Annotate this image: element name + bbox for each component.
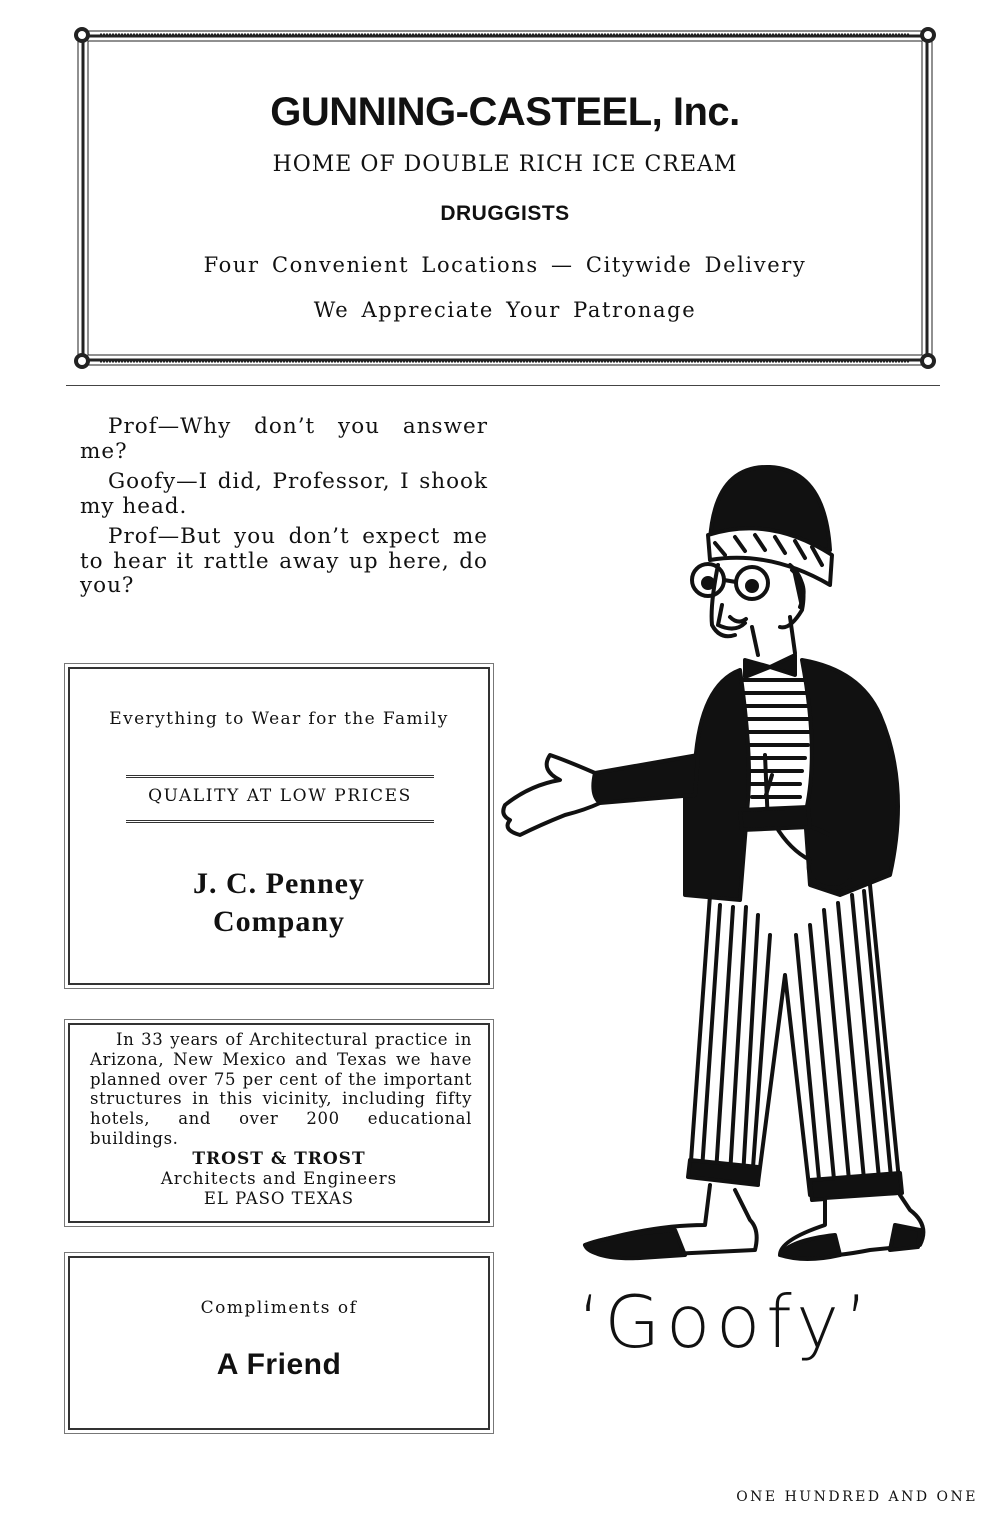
trost-body: In 33 years of Architectural practice in Arizona, New Mexico and Texas we have planned over 75 per cent of the important structures in this vicinity, including fifty hotels, and over 200 educational buildings. xyxy=(90,1030,472,1148)
penney-name xyxy=(70,865,488,941)
ad-title: GUNNING-CASTEEL, Inc. xyxy=(270,90,740,134)
penney-line1: Everything to Wear for the Family xyxy=(109,709,449,729)
trost-name: TROST & TROST xyxy=(192,1149,366,1169)
penney-ad xyxy=(68,667,490,985)
trost-city: EL PASO TEXAS xyxy=(203,1189,355,1208)
penney-name-line1: J. C. Penney xyxy=(193,867,365,900)
penney-name-line2: Company xyxy=(212,905,346,938)
gunning-casteel-ad xyxy=(70,22,940,374)
ad-category: DRUGGISTS xyxy=(440,202,570,225)
section-divider xyxy=(66,385,940,386)
friend-line1: Compliments of xyxy=(200,1298,358,1318)
joke-line: Prof—Why don’t you answer me? xyxy=(80,414,488,464)
goofy-cartoon-illustration xyxy=(490,455,940,1275)
joke-line: Prof—But you don’t expect me to hear it rattle away up here, do you? xyxy=(80,524,488,598)
cartoon-caption: ‘Goofy’ xyxy=(578,1280,874,1364)
trost-ad xyxy=(68,1023,490,1223)
ad-appreciation: We Appreciate Your Patronage xyxy=(313,298,697,322)
penney-quality: QUALITY AT LOW PRICES xyxy=(126,775,434,823)
friend-name: A Friend xyxy=(216,1348,342,1381)
friend-ad xyxy=(68,1256,490,1430)
trost-subtitle: Architects and Engineers xyxy=(160,1169,398,1188)
ad-locations: Four Convenient Locations — Citywide Delivery xyxy=(203,253,807,277)
joke-text xyxy=(80,415,488,605)
ad-tagline: HOME OF DOUBLE RICH ICE CREAM xyxy=(272,152,738,177)
joke-line: Goofy—I did, Professor, I shook my head. xyxy=(80,469,488,519)
page-number: ONE HUNDRED AND ONE xyxy=(736,1489,978,1505)
